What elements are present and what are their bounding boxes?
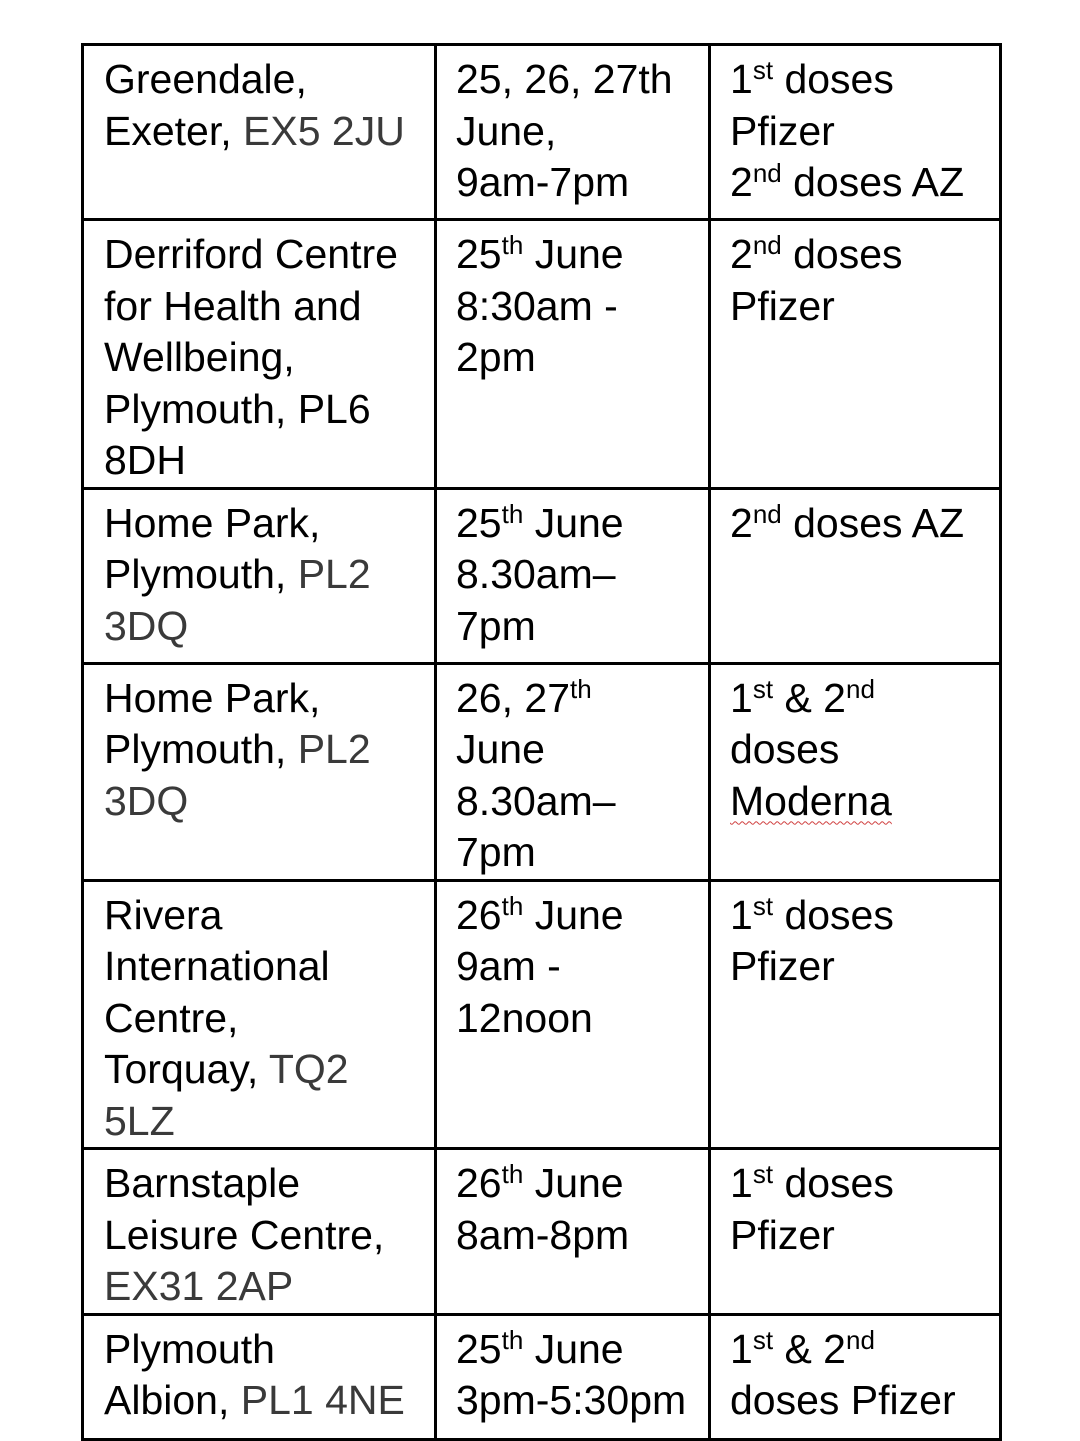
date-cell: 25th June 8.30am– 7pm bbox=[436, 488, 710, 663]
location-cell: Greendale, Exeter, EX5 2JU bbox=[83, 45, 436, 220]
date-cell: 26th June 8am-8pm bbox=[436, 1149, 710, 1315]
location-cell: Plymouth Albion, PL1 4NE bbox=[83, 1314, 436, 1439]
vaccination-schedule-table bbox=[81, 43, 1002, 1441]
table-row bbox=[83, 1314, 1001, 1439]
postcode: PL1 4NE bbox=[240, 1377, 405, 1423]
table-row bbox=[83, 1149, 1001, 1315]
location-cell: Home Park, Plymouth, PL2 3DQ bbox=[83, 663, 436, 880]
location-cell: Home Park, Plymouth, PL2 3DQ bbox=[83, 488, 436, 663]
doses-cell: 1st & 2nd doses Pfizer bbox=[710, 1314, 1001, 1439]
date-cell: 25th June 3pm-5:30pm bbox=[436, 1314, 710, 1439]
doses-cell: 2nd doses AZ bbox=[710, 488, 1001, 663]
date-cell: 25th June 8:30am - 2pm bbox=[436, 220, 710, 489]
table-row bbox=[83, 488, 1001, 663]
doses-cell: 1st doses Pfizer 2nd doses AZ bbox=[710, 45, 1001, 220]
postcode: TQ2 bbox=[268, 1046, 349, 1092]
postcode: PL2 bbox=[297, 726, 371, 772]
doses-cell: 1st doses Pfizer bbox=[710, 1149, 1001, 1315]
spellcheck-underline: Moderna bbox=[730, 777, 892, 824]
doses-cell: 1st & 2nd doses Moderna bbox=[710, 663, 1001, 880]
postcode: EX5 2JU bbox=[243, 107, 405, 154]
date-cell: 26th June 9am - 12noon bbox=[436, 880, 710, 1149]
date-cell: 26, 27th June 8.30am– 7pm bbox=[436, 663, 710, 880]
postcode: 3DQ bbox=[104, 602, 189, 649]
postcode: EX31 2AP bbox=[104, 1263, 294, 1309]
postcode: 5LZ bbox=[104, 1097, 175, 1144]
table-row bbox=[83, 45, 1001, 220]
doses-cell: 2nd doses Pfizer bbox=[710, 220, 1001, 489]
location-cell: Rivera International Centre, Torquay, TQ2 5LZ bbox=[83, 880, 436, 1149]
table-row bbox=[83, 880, 1001, 1149]
postcode: 3DQ bbox=[104, 777, 189, 824]
location-cell: Derriford Centre for Health and Wellbeing, Plymouth, PL6 8DH bbox=[83, 220, 436, 489]
doses-cell: 1st doses Pfizer bbox=[710, 880, 1001, 1149]
location-cell: Barnstaple Leisure Centre, EX31 2AP bbox=[83, 1149, 436, 1315]
table-row bbox=[83, 220, 1001, 489]
postcode: PL2 bbox=[297, 551, 371, 597]
date-cell: 25, 26, 27th June, 9am-7pm bbox=[436, 45, 710, 220]
table-row bbox=[83, 663, 1001, 880]
